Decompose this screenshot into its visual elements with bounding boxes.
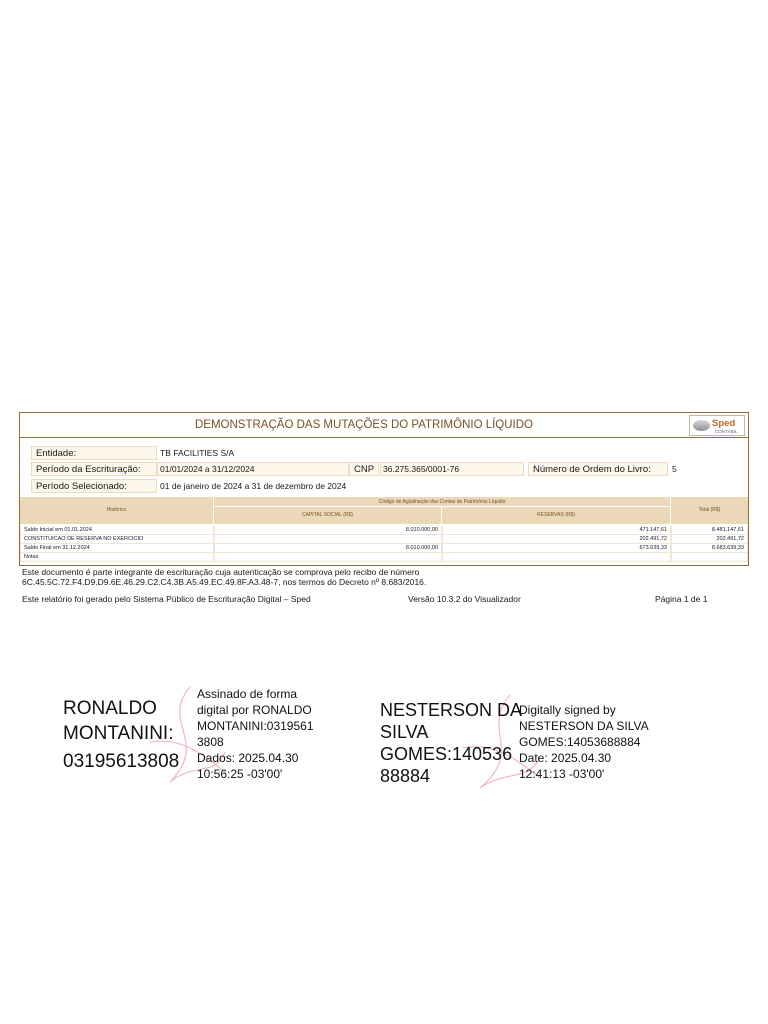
- signature-detail-line: GOMES:14053688884: [519, 735, 641, 749]
- signer-name-line: RONALDO: [63, 698, 157, 719]
- signature-detail-line: digital por RONALDO: [197, 703, 312, 717]
- signer-name-line: SILVA: [380, 722, 429, 742]
- period-label: Período da Escrituração:: [31, 462, 157, 476]
- row-reservas: 471.147,61: [442, 526, 671, 535]
- row-total: 202.491,72: [671, 535, 748, 544]
- reservas-header: RESERVAS (R$): [442, 507, 671, 524]
- signature-detail-line: NESTERSON DA SILVA: [519, 719, 649, 733]
- signature-detail-line: Date: 2025.04.30: [519, 751, 612, 765]
- signature-detail-line: MONTANINI:0319561: [197, 719, 314, 733]
- sped-logo: [689, 415, 745, 436]
- generated-by-text: Este relatório foi gerado pelo Sistema Público de Escrituração Digital – Sped: [22, 594, 311, 604]
- sped-logo-sub: CONTÁBIL: [715, 429, 738, 434]
- group-header: Código de Aglutinação das Contas de Patrimônio Líquido: [214, 497, 671, 507]
- authentication-note-line1: Este documento é parte integrante de escrituração cuja autenticação se comprova pelo recibo de número: [22, 567, 420, 577]
- total-header: Total (R$): [671, 497, 748, 524]
- version-text: Versão 10.3.2 do Visualizador: [408, 594, 521, 604]
- signer-name-line: GOMES:140536: [380, 744, 513, 764]
- book-number-value: 5: [672, 464, 677, 474]
- row-total: 8.481.147,61: [671, 526, 748, 535]
- row-reservas: 202.491,72: [442, 535, 671, 544]
- sped-logo-icon: [693, 420, 710, 431]
- row-historico: CONSTITUICAO DE RESERVA NO EXERCICIO: [20, 535, 214, 544]
- authentication-note-line2: 6C.45.5C.72.F4.D9.D9.6E.46.29.C2.C4.3B.A5.49.EC.49.8F.A3.48-7, nos termos do Decreto nº 8.683/2016.: [22, 577, 427, 587]
- entity-value: TB FACILITIES S/A: [160, 448, 235, 458]
- row-reservas: 673.639,33: [442, 544, 671, 553]
- sped-logo-word: Sped: [712, 418, 736, 429]
- signature-detail-line: 12:41:13 -03'00': [519, 767, 605, 781]
- period-value: 01/01/2024 a 31/12/2024: [157, 462, 349, 476]
- report-title-bar: [20, 413, 748, 438]
- book-number-label: Número de Ordem do Livro:: [528, 462, 668, 476]
- signature-detail-line: 10:56:25 -03'00': [197, 767, 283, 781]
- capital-header: CAPITAL SOCIAL (R$): [214, 507, 442, 524]
- row-capital: 8.010.000,00: [214, 544, 442, 553]
- signer-name-line: MONTANINI:: [63, 723, 174, 744]
- row-capital: [214, 553, 442, 562]
- signature-detail-line: Dados: 2025.04.30: [197, 751, 299, 765]
- report-title: DEMONSTRAÇÃO DAS MUTAÇÕES DO PATRIMÔNIO LÍQUIDO: [195, 419, 533, 431]
- row-total: [671, 553, 748, 562]
- row-historico: Saldo Final em 31.12.2024: [20, 544, 214, 553]
- selected-period-label: Período Selecionado:: [31, 479, 157, 493]
- page-number: Página 1 de 1: [655, 594, 708, 604]
- signer-name-line: NESTERSON DA: [380, 700, 523, 720]
- row-capital: [214, 535, 442, 544]
- signer-name-line: 88884: [380, 766, 431, 786]
- cnpj-label: CNP: [349, 462, 379, 476]
- signer-name-line: 03195613808: [63, 751, 180, 772]
- selected-period-value: 01 de janeiro de 2024 a 31 de dezembro de 2024: [160, 481, 347, 491]
- row-historico: Notas: [20, 553, 214, 562]
- historico-header: Histórico: [20, 497, 214, 524]
- cnpj-value: 36.275.365/0001-76: [380, 462, 524, 476]
- row-historico: Saldo Inicial em 01.01.2024: [20, 526, 214, 535]
- entity-label: Entidade:: [31, 446, 157, 460]
- signature-detail-line: Assinado de forma: [197, 687, 298, 701]
- row-reservas: [442, 553, 671, 562]
- row-total: 8.683.639,33: [671, 544, 748, 553]
- row-capital: 8.010.000,00: [214, 526, 442, 535]
- signature-detail-line: Digitally signed by: [519, 703, 616, 717]
- signature-detail-line: 3808: [197, 735, 224, 749]
